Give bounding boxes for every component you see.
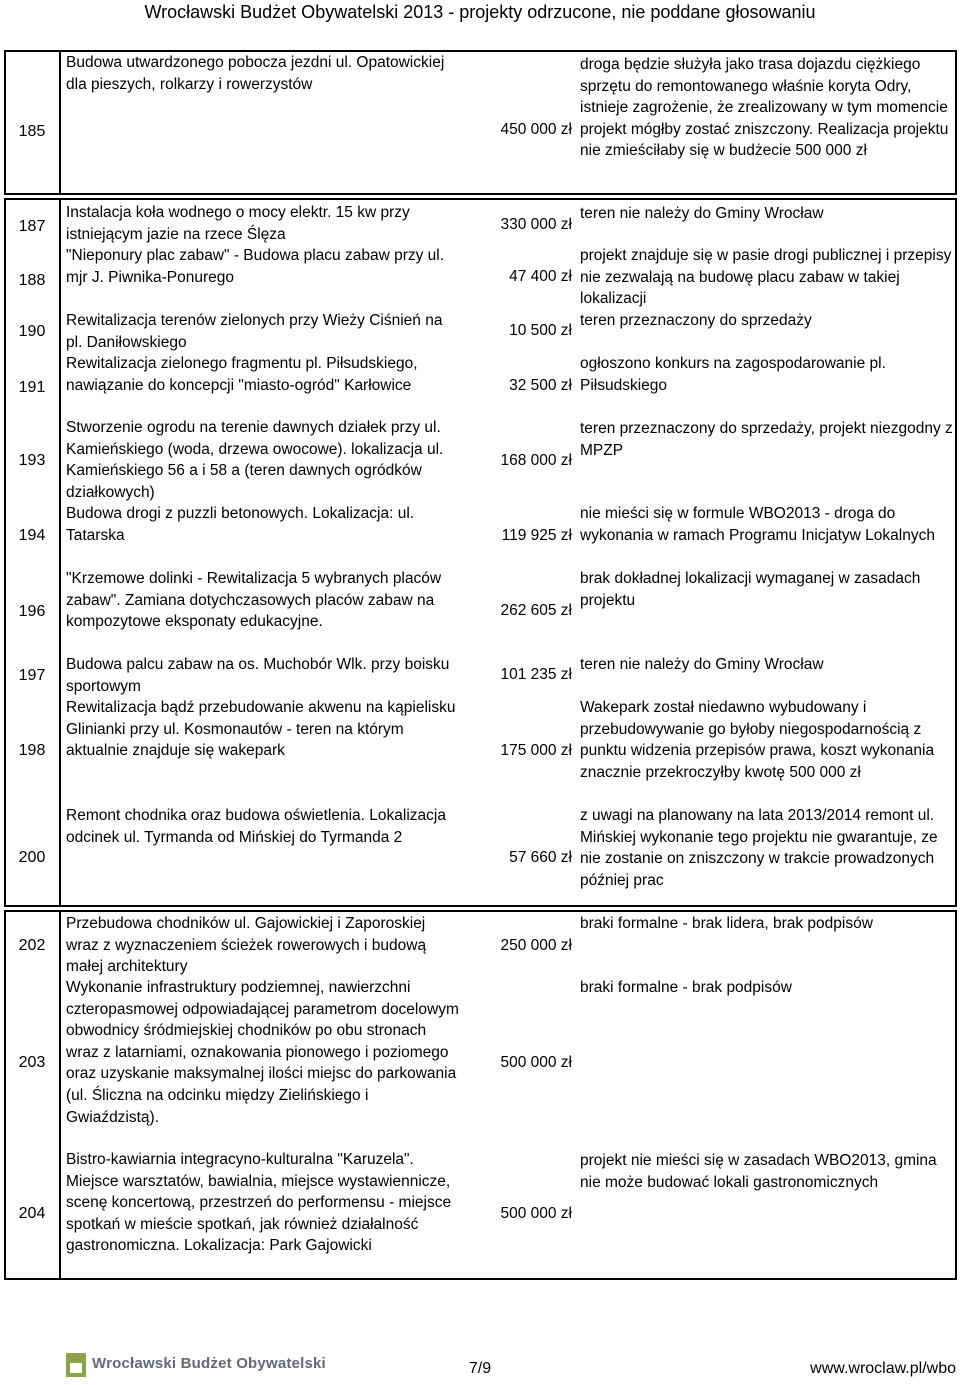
rejection-reason: ogłoszono konkurs na zagospodarowanie pl. Piłsudskiego bbox=[580, 355, 886, 394]
project-title: "Krzemowe dolinki - Rewitalizacja 5 wybranych placów zabaw". Zamiana dotychczasowych placów zabaw na kompozytowe eksponaty edukacyjne. bbox=[66, 570, 442, 631]
project-title: Rewitalizacja terenów zielonych przy Wieży Ciśnień na pl. Daniłowskiego bbox=[66, 312, 443, 351]
project-number: 188 bbox=[18, 272, 46, 289]
project-cost: 450 000 zł bbox=[500, 121, 572, 138]
page-title: Wrocławski Budżet Obywatelski 2013 - projekty odrzucone, nie poddane głosowaniu bbox=[144, 2, 816, 22]
rejection-reason: z uwagi na planowany na lata 2013/2014 remont ul. Mińskiej wykonanie tego projektu nie gwarantuje, ze nie zostanie on zniszczony w trakcie prowadzonych później prac bbox=[580, 807, 938, 889]
wbo-logo-mark-icon bbox=[66, 1353, 86, 1377]
project-title: Instalacja koła wodnego o mocy elektr. 15 kw przy istniejącym jazie na rzece Ślęza bbox=[66, 204, 410, 243]
project-number: 197 bbox=[18, 667, 46, 684]
project-title: "Nieponury plac zabaw" - Budowa placu zabaw przy ul. mjr J. Piwnika-Ponurego bbox=[66, 247, 445, 286]
project-cost: 250 000 zł bbox=[500, 937, 572, 954]
project-title: Wykonanie infrastruktury podziemnej, nawierzchni czteropasmowej odpowiadającej parametrom docelowym obwodnicy śródmiejskiej chodników po obu stronach wraz z latarniami, oznakowania pionowego i poziomego oraz uzyskanie maksymalnej ilości miejsc do parkowania (ul. Śliczna na odcinku między Zielińskiego i Gwiaździstą). bbox=[66, 979, 459, 1126]
wbo-logo bbox=[66, 1353, 326, 1381]
project-title: Budowa drogi z puzzli betonowych. Lokalizacja: ul. Tatarska bbox=[66, 505, 415, 544]
rejection-reason: teren nie należy do Gminy Wrocław bbox=[580, 656, 824, 673]
project-title: Remont chodnika oraz budowa oświetlenia. Lokalizacja odcinek ul. Tyrmanda od Mińskiej do Tyrmanda 2 bbox=[66, 807, 446, 846]
project-cost: 32 500 zł bbox=[509, 377, 572, 394]
rejection-reason: braki formalne - brak lidera, brak podpisów bbox=[580, 915, 873, 932]
project-cost: 262 605 zł bbox=[500, 602, 572, 619]
project-number: 193 bbox=[18, 452, 46, 469]
project-number: 202 bbox=[18, 937, 46, 954]
project-number: 187 bbox=[18, 218, 46, 235]
rejection-reason: braki formalne - brak podpisów bbox=[580, 979, 792, 996]
project-number: 198 bbox=[18, 742, 46, 759]
project-cost: 47 400 zł bbox=[509, 268, 572, 285]
rejection-reason: teren przeznaczony do sprzedaży, projekt niezgodny z MPZP bbox=[580, 420, 953, 459]
project-number: 196 bbox=[18, 603, 46, 620]
project-cost: 500 000 zł bbox=[500, 1054, 572, 1071]
project-title: Bistro-kawiarnia integracyno-kulturalna "Karuzela". Miejsce warsztatów, bawialnia, miejsce wystawiennicze, scenę koncertową, przestrzeń do performensu - miejsce spotkań w mieście spotkań, jak również działalność gastronomiczna. Lokalizacja: Park Gajowicki bbox=[66, 1151, 452, 1255]
project-cost: 101 235 zł bbox=[500, 666, 572, 683]
project-number: 190 bbox=[18, 323, 46, 340]
project-cost: 330 000 zł bbox=[500, 216, 572, 233]
project-title: Przebudowa chodników ul. Gajowickiej i Zaporoskiej wraz z wyznaczeniem ścieżek rowerowych i budową małej architektury bbox=[66, 915, 427, 976]
project-number: 185 bbox=[18, 123, 46, 140]
project-number: 203 bbox=[18, 1054, 46, 1071]
rejection-reason: teren przeznaczony do sprzedaży bbox=[580, 312, 812, 329]
project-cost: 168 000 zł bbox=[500, 452, 572, 469]
rejection-reason: nie mieści się w formule WBO2013 - droga do wykonania w ramach Programu Inicjatyw Lokalnych bbox=[580, 505, 935, 544]
project-cost: 175 000 zł bbox=[500, 742, 572, 759]
project-number: 194 bbox=[18, 527, 46, 544]
rejection-reason: projekt nie mieści się w zasadach WBO2013, gmina nie może budować lokali gastronomicznych bbox=[580, 1152, 937, 1191]
project-title: Rewitalizacja bądź przebudowanie akwenu na kąpielisku Glinianki przy ul. Kosmonautów - teren na którym aktualnie znajduje się wakepark bbox=[66, 699, 456, 760]
project-cost: 57 660 zł bbox=[509, 849, 572, 866]
project-number: 200 bbox=[18, 849, 46, 866]
project-number: 204 bbox=[18, 1205, 46, 1222]
project-cost: 119 925 zł bbox=[501, 527, 572, 544]
rejection-reason: droga będzie służyła jako trasa dojazdu ciężkiego sprzętu do remontowanego właśnie koryta Odry, istnieje zagrożenie, że zrealizowany w tym momencie projekt mógłby zostać zniszczony. Realizacja projektu nie zmieściłaby się w budżecie 500 000 zł bbox=[580, 56, 949, 160]
project-title: Rewitalizacja zielonego fragmentu pl. Piłsudskiego, nawiązanie do koncepcji "miasto-ogród" Karłowice bbox=[66, 355, 418, 394]
project-number: 191 bbox=[18, 379, 46, 396]
project-cost: 10 500 zł bbox=[509, 322, 572, 339]
footer-url: www.wroclaw.pl/wbo bbox=[810, 1360, 956, 1377]
project-title: Stworzenie ogrodu na terenie dawnych działek przy ul. Kamieńskiego (woda, drzewa owocowe). lokalizacja ul. Kamieńskiego 56 a i 58 a (teren dawnych ogródków działkowych) bbox=[66, 419, 444, 501]
project-cost: 500 000 zł bbox=[500, 1205, 572, 1222]
page-number: 7/9 bbox=[468, 1360, 492, 1377]
rejection-reason: Wakepark został niedawno wybudowany i przebudowywanie go byłoby niegospodarnością z punktu widzenia przepisów prawa, koszt wykonania znacznie przekroczyłby kwotę 500 000 zł bbox=[580, 699, 935, 781]
project-title: Budowa utwardzonego pobocza jezdni ul. Opatowickiej dla pieszych, rolkarzy i rowerzystów bbox=[66, 54, 445, 93]
rejection-reason: projekt znajduje się w pasie drogi publicznej i przepisy nie zezwalają na budowę placu zabaw w takiej lokalizacji bbox=[580, 247, 952, 308]
project-title: Budowa palcu zabaw na os. Muchobór Wlk. przy boisku sportowym bbox=[66, 656, 450, 695]
rejection-reason: brak dokładnej lokalizacji wymaganej w zasadach projektu bbox=[580, 570, 921, 609]
rejection-reason: teren nie należy do Gminy Wrocław bbox=[580, 205, 824, 222]
logo-text: Wrocławski Budżet Obywatelski bbox=[92, 1355, 326, 1372]
